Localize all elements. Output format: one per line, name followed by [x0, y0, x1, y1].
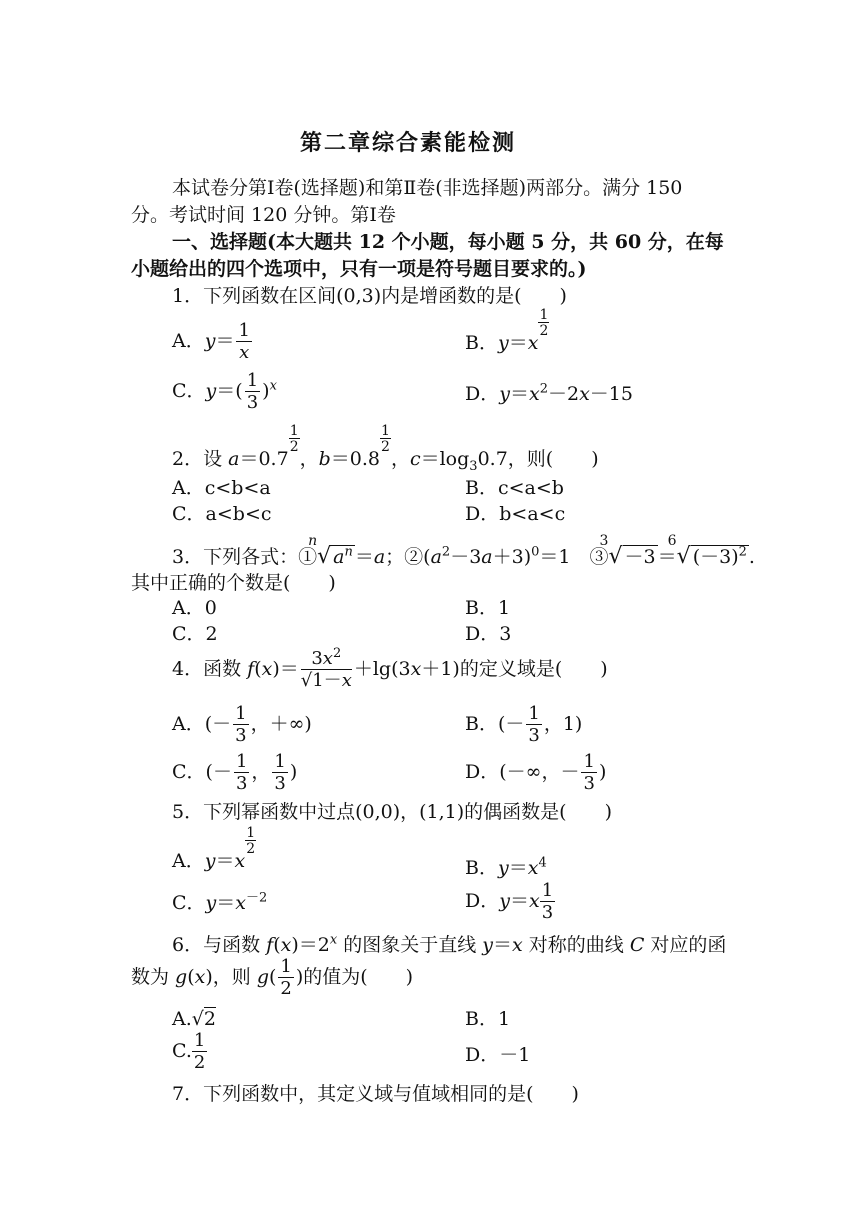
q3-option-d: D．3 [465, 623, 512, 645]
q4-option-a: A．(－ $\frac{1}{3}$ ，＋∞) [172, 703, 312, 746]
q1-option-d: D．$y=x^2-2x-15$ [465, 381, 633, 405]
q5-option-d: D．y＝x $\frac{1}{3}$ [465, 880, 554, 923]
q3-stem-line-2: 其中正确的个数是( ) [131, 572, 336, 594]
q6-option-b: B．1 [465, 1008, 511, 1030]
q4-option-d: D．(－∞，－ $\frac{1}{3}$ ) [465, 751, 607, 794]
q6-option-c: C. $\frac{1}{2}$ [172, 1030, 206, 1073]
q1-option-a: A．y＝ $\frac{1}{x}$ [172, 320, 250, 363]
q4-option-b: B．(－ $\frac{1}{3}$ ，1) [465, 703, 583, 746]
q1-option-c: C．y＝( $\frac{1}{3}$ )$^x$ [172, 370, 277, 413]
q3-stem-line-1: 3．下列各式：① n √ $a^n =a$；$②(a^2-3a+3)^0=1$ ③ 3 √ －3 ＝ 6 √ $(-3)^2$ . [172, 533, 755, 569]
q5-stem: 5．下列幂函数中过点(0,0)，(1,1)的偶函数是( ) [172, 801, 612, 823]
q6-stem-line-2: 数为 g(x)，则 g( $\frac{1}{2}$ )的值为( ) [131, 956, 414, 999]
q6-option-d: D．－1 [465, 1044, 531, 1066]
section-1-line-2: 小题给出的四个选项中，只有一项是符号题目要求的。) [131, 258, 587, 280]
q5-option-c: C．$y=x^{-2}$ [172, 890, 268, 914]
intro-line-2: 分。考试时间 120 分钟。第Ⅰ卷 [131, 204, 396, 226]
q3-option-a: A．0 [172, 597, 217, 619]
q2-stem: 2．设 a＝0.7 $\frac{1}{2}$ ，b＝0.8 $\frac{1}{2}$ ，$c=\log_30.7$，则( ) [172, 423, 599, 474]
q2-option-b: B．c<a<b [465, 477, 564, 499]
page-title-text: 第二章综合素能检测 [300, 130, 517, 156]
q6-stem-line-1: 6．与函数 $f(x)=2^x$ 的图象关于直线 y＝x 对称的曲线 C 对应的函 [172, 932, 727, 956]
q2-option-d: D．b<a<c [465, 503, 566, 525]
q4-option-c: C．(－ $\frac{1}{3}$ ， $\frac{1}{3}$ ) [172, 751, 298, 794]
q3-option-c: C．2 [172, 623, 218, 645]
q3-option-b: B．1 [465, 597, 511, 619]
q1-option-b: B．y＝x $\frac{1}{2}$ [465, 307, 549, 354]
q6-option-a: A.√2 [172, 1008, 216, 1030]
q2-option-c: C．a<b<c [172, 503, 272, 525]
q1-stem: 1．下列函数在区间(0,3)内是增函数的是( ) [172, 285, 567, 307]
q5-option-a: A．y＝x $\frac{1}{2}$ [172, 825, 256, 872]
q2-option-a: A．c<b<a [172, 477, 271, 499]
q7-stem: 7．下列函数中，其定义域与值域相同的是( ) [172, 1083, 579, 1105]
section-1-line-1: 一、选择题(本大题共 12 个小题，每小题 5 分，共 60 分，在每 [172, 231, 724, 253]
intro-line-1: 本试卷分第Ⅰ卷(选择题)和第Ⅱ卷(非选择题)两部分。满分 150 [172, 177, 683, 199]
q4-stem: 4．函数 f(x)＝ $\frac{3x^2}{√1-x}$ ＋lg(3x＋1)的定义域是( ) [172, 646, 608, 691]
q5-option-b: B．$y=x^4$ [465, 855, 547, 879]
page-title [300, 126, 516, 157]
